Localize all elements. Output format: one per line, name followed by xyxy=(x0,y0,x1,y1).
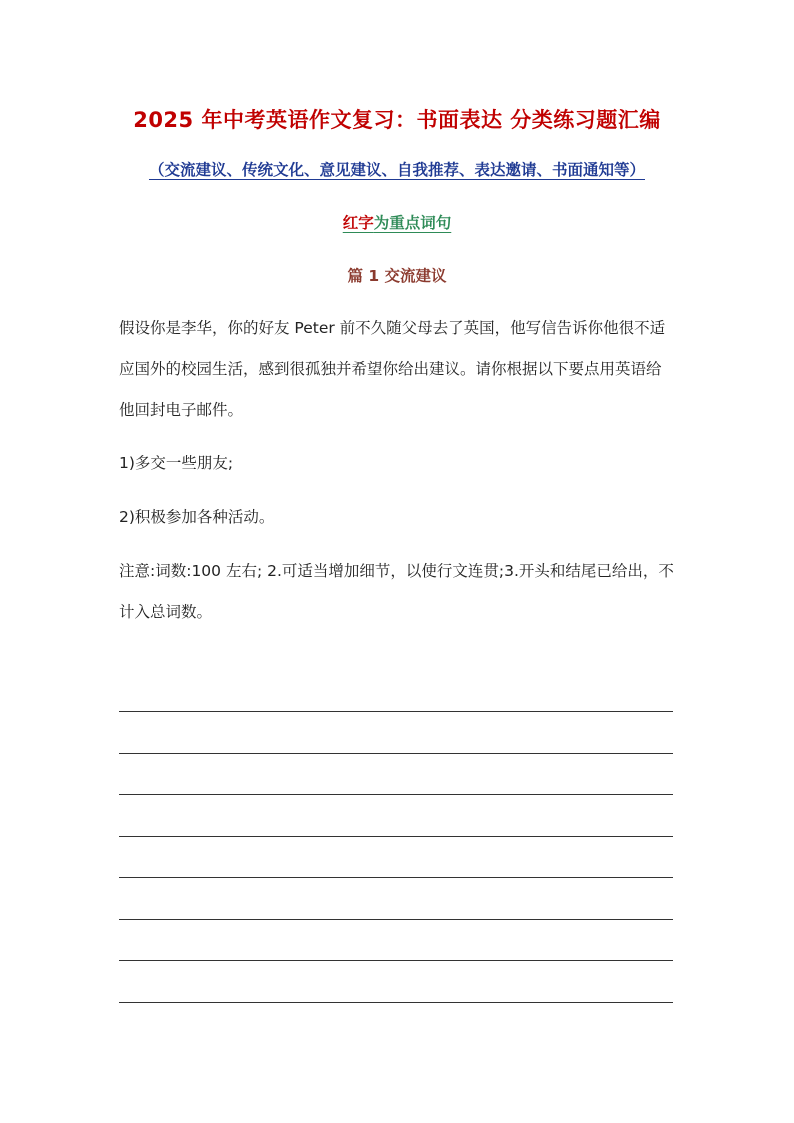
prompt-point-1: 1)多交一些朋友; xyxy=(119,454,234,472)
key-note-green: 为重点词句 xyxy=(373,214,452,232)
section-heading: 篇 1 交流建议 xyxy=(347,267,447,285)
key-note-text xyxy=(343,214,452,232)
answer-line[interactable] xyxy=(119,1002,673,1003)
answer-line[interactable] xyxy=(119,794,673,795)
answer-line[interactable] xyxy=(119,919,673,920)
document-subtitle xyxy=(0,158,794,180)
answer-line[interactable] xyxy=(119,836,673,837)
key-note-red: 红字 xyxy=(342,214,374,232)
document-title: 2025 年中考英语作文复习：书面表达 分类练习题汇编 xyxy=(133,108,661,132)
answer-line[interactable] xyxy=(119,711,673,712)
answer-line[interactable] xyxy=(119,960,673,961)
answer-line[interactable] xyxy=(119,877,673,878)
prompt-intro: 假设你是李华，你的好友 Peter 前不久随父母去了英国，他写信告诉你他很不适应国外的校园生活，感到很孤独并希望你给出建议。请你根据以下要点用英语给他回封电子邮件。 xyxy=(119,319,666,419)
prompt-point-2: 2)积极参加各种活动。 xyxy=(119,508,275,526)
subtitle-text: （交流建议、传统文化、意见建议、自我推荐、表达邀请、书面通知等） xyxy=(148,161,645,179)
answer-line[interactable] xyxy=(119,753,673,754)
prompt-notes: 注意:词数:100 左右; 2.可适当增加细节，以使行文连贯;3.开头和结尾已给出，不计入总词数。 xyxy=(119,562,674,621)
key-note xyxy=(0,211,794,233)
